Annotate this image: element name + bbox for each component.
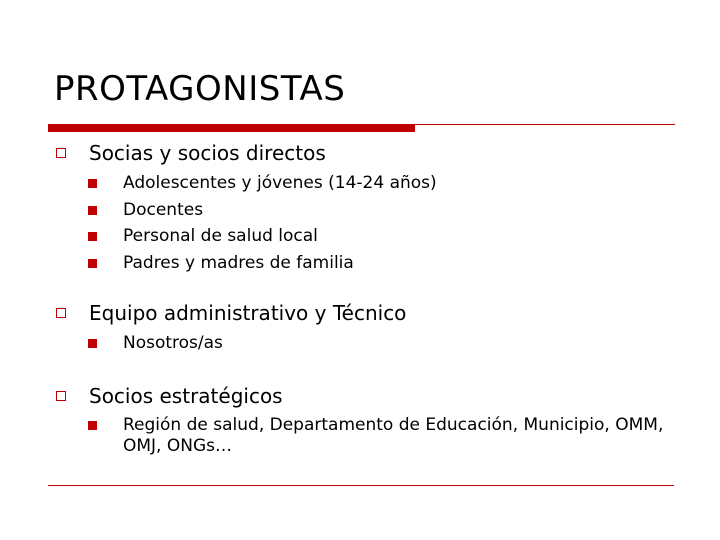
solid-square-bullet-icon xyxy=(88,179,97,188)
list-item xyxy=(54,413,674,457)
list-item xyxy=(54,250,674,277)
list-item-label: Personal de salud local xyxy=(123,226,318,246)
list-item-label: Región de salud, Departamento de Educación, Municipio, OMM, OMJ, ONGs… xyxy=(123,414,664,456)
solid-square-bullet-icon xyxy=(88,259,97,268)
list-item-label: Nosotros/as xyxy=(123,333,223,353)
section-heading-equipo xyxy=(54,300,674,326)
section-items-equipo xyxy=(54,330,674,357)
title-underline-accent xyxy=(48,124,415,132)
list-item-label: Docentes xyxy=(123,199,204,220)
list-item-label: Padres y madres de familia xyxy=(123,252,354,273)
list-item xyxy=(54,170,674,197)
hollow-square-bullet-icon xyxy=(56,148,66,158)
solid-square-bullet-icon xyxy=(88,206,97,215)
hollow-square-bullet-icon xyxy=(56,391,66,401)
section-heading-label: Equipo administrativo y Técnico xyxy=(89,301,407,325)
list-item xyxy=(54,197,674,224)
section-heading-label: Socias y socios directos xyxy=(89,141,326,165)
section-items-socios-directos xyxy=(54,170,674,276)
solid-square-bullet-icon xyxy=(88,421,97,430)
slide-body xyxy=(54,140,674,457)
section-items-socios-estrategicos xyxy=(54,413,674,457)
section-heading-label: Socios estratégicos xyxy=(89,383,283,408)
slide-title: PROTAGONISTAS xyxy=(54,69,346,109)
section-heading-socios-estrategicos xyxy=(54,383,674,409)
solid-square-bullet-icon xyxy=(88,339,97,348)
list-item-label: Adolescentes y jóvenes (14-24 años) xyxy=(123,173,437,193)
list-item xyxy=(54,330,674,357)
section-heading-socios-directos xyxy=(54,140,674,166)
bottom-rule xyxy=(48,485,674,486)
title-underline-rule xyxy=(415,124,675,125)
solid-square-bullet-icon xyxy=(88,232,97,241)
list-item xyxy=(54,223,674,250)
hollow-square-bullet-icon xyxy=(56,308,66,318)
